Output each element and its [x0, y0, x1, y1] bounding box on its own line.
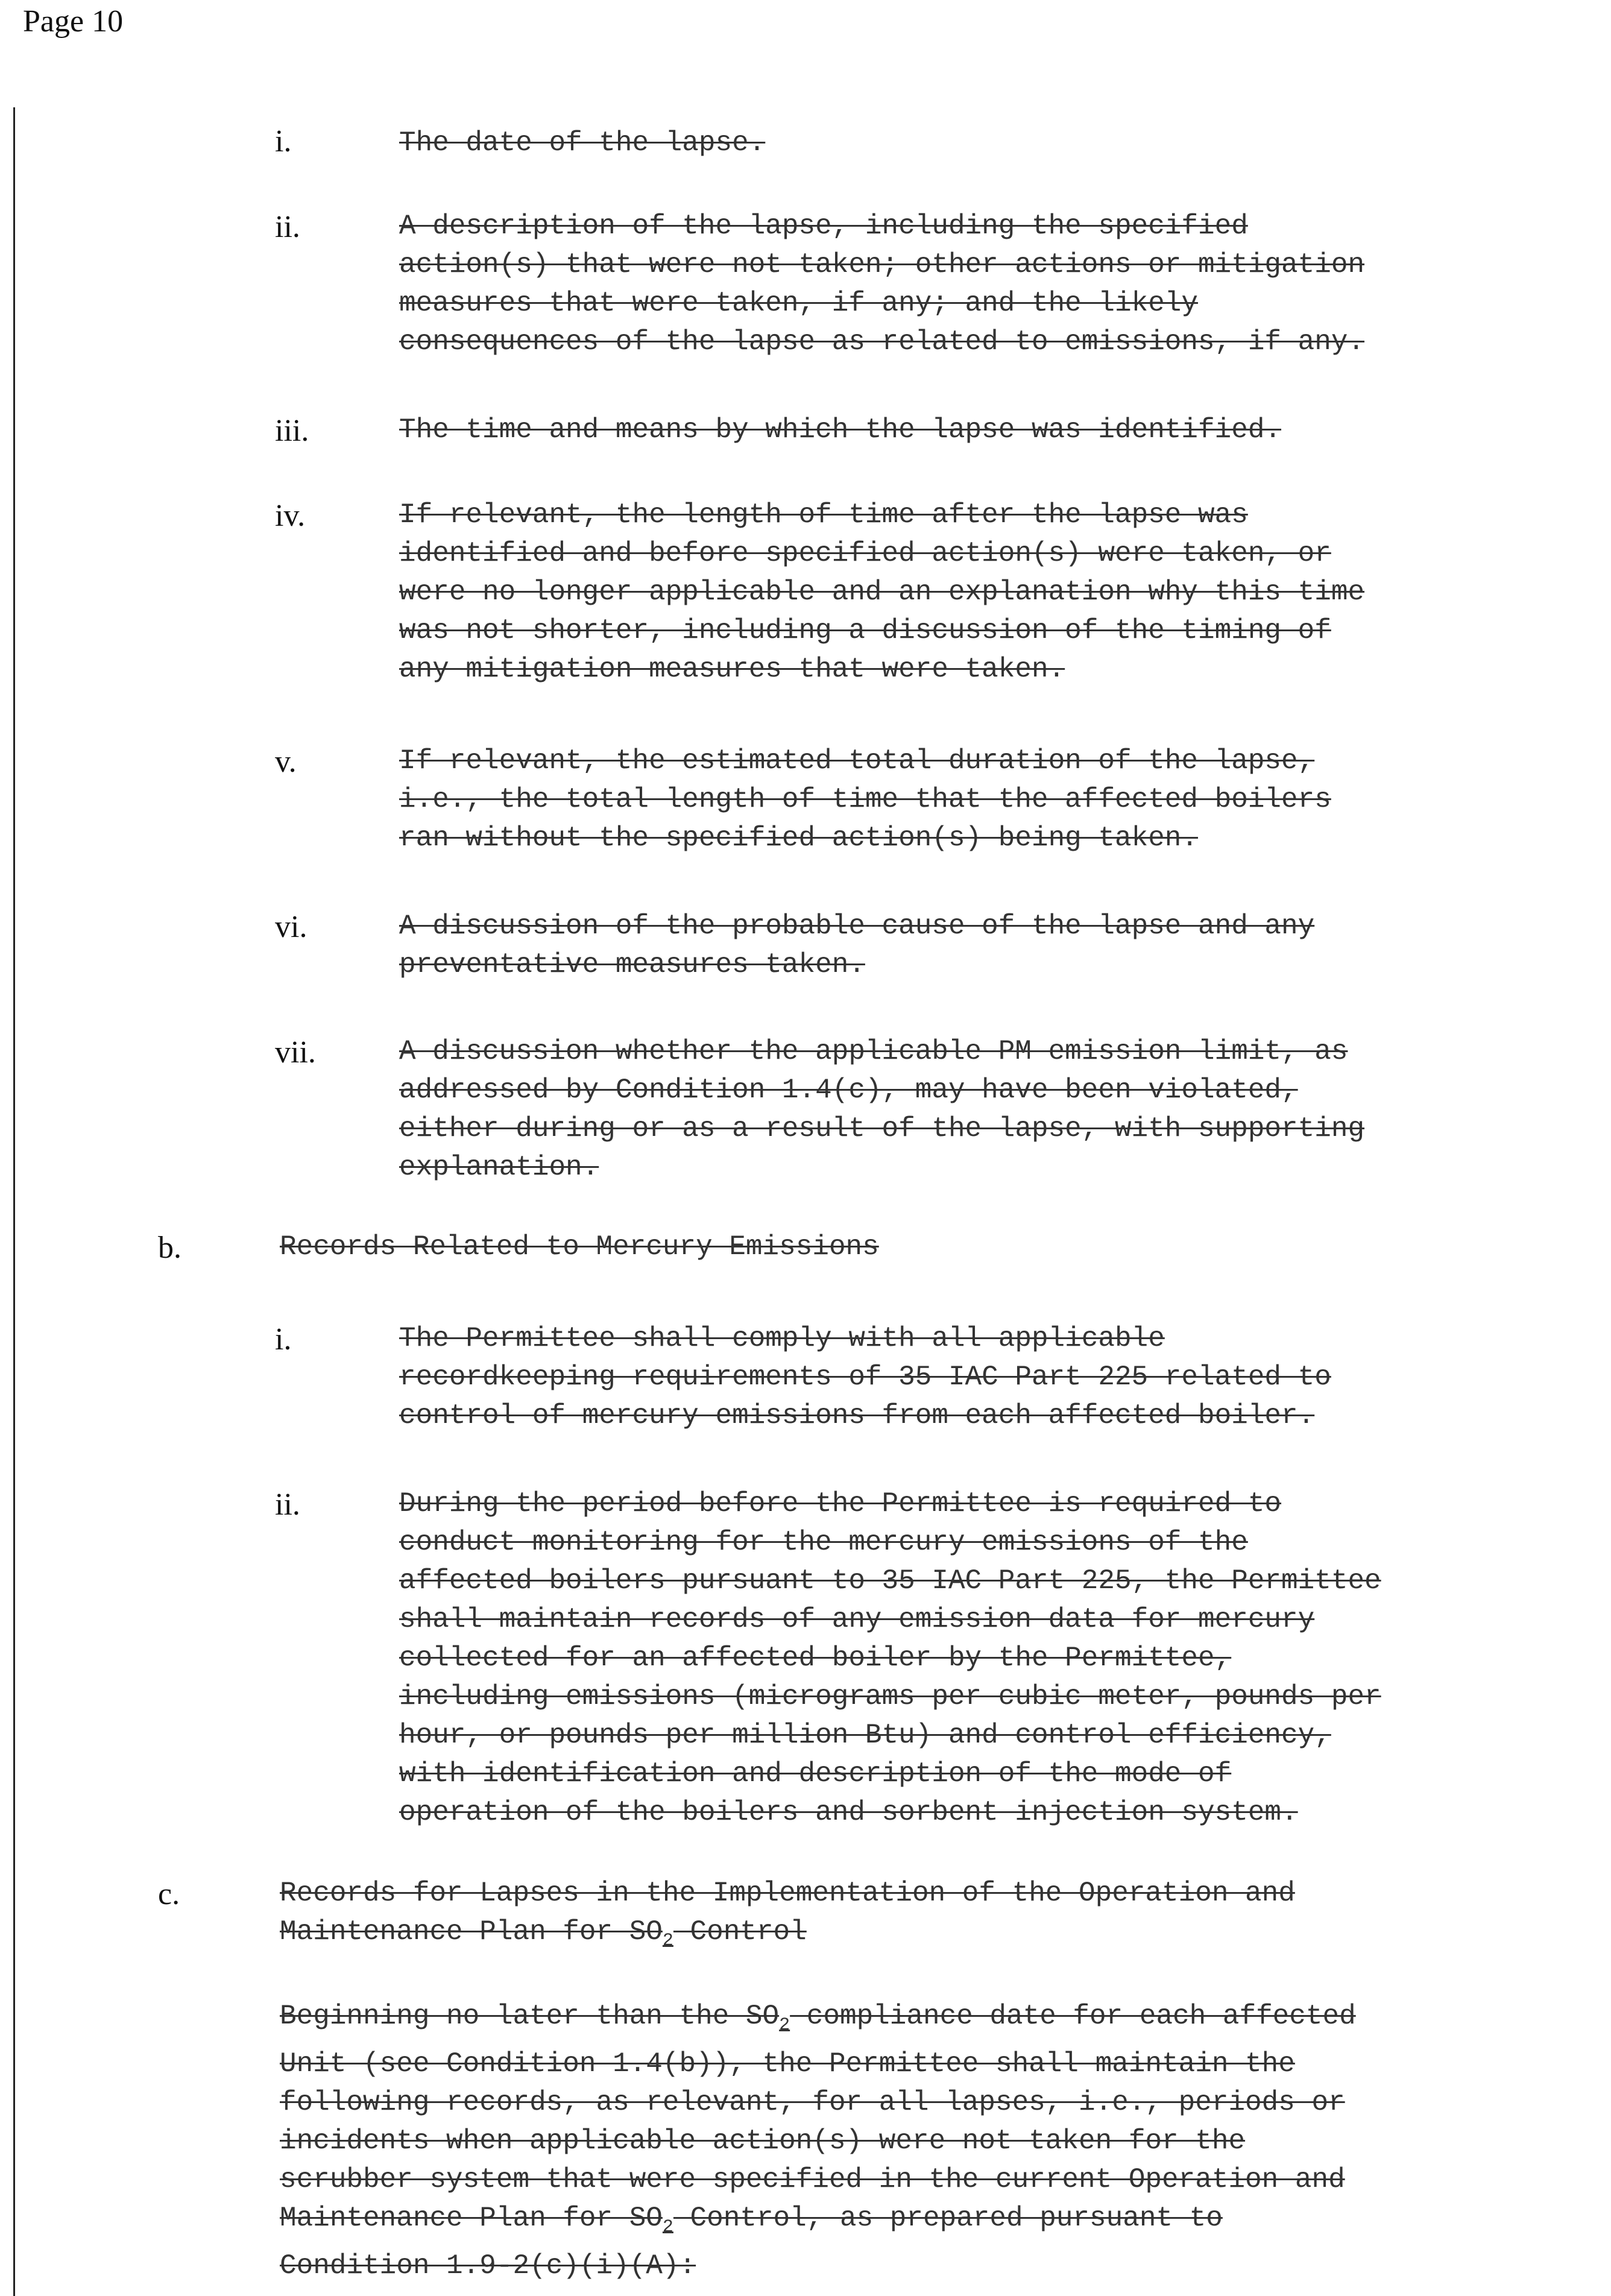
item-text: A description of the lapse, including the specified action(s) that were not taken; other actions or mitigation measures that were taken, if any; and the likely consequences of the lapse as related to emissions, if any.	[399, 210, 1365, 358]
section-c-paragraph	[280, 1997, 1356, 2285]
item-marker: vii.	[275, 1035, 316, 1070]
item-marker: ii.	[275, 210, 300, 244]
item-text: If relevant, the estimated total duration of the lapse, i.e., the total length of time that the affected boilers ran without the specified action(s) being taken.	[399, 745, 1331, 854]
paragraph-line-6: Maintenance Plan for $SO_2$ Control, as prepared pursuant to	[280, 2203, 1223, 2238]
paragraph-line-1: Beginning no later than the $SO_2$ compliance date for each affected	[280, 2001, 1356, 2036]
section-heading-b: Records Related to Mercury Emissions	[280, 1231, 879, 1263]
item-text: The date of the lapse.	[399, 127, 766, 159]
item-marker: iv.	[275, 499, 306, 533]
item-text: A discussion whether the applicable PM emission limit, as addressed by Condition 1.4(c), may have been violated, either during or as a result of the lapse, with supporting explanation.	[399, 1036, 1365, 1183]
item-marker: iii.	[275, 414, 309, 448]
item-marker: i.	[275, 124, 292, 159]
section-marker-c: c.	[158, 1877, 180, 1911]
item-text: The time and means by which the lapse was identified.	[399, 414, 1282, 446]
item-marker: vi.	[275, 910, 307, 944]
paragraph-middle-lines: Unit (see Condition 1.4(b)), the Permittee shall maintain the following records, as relevant, for all lapses, i.e., periods or incidents when applicable action(s) were not taken for the scrubber system that were specified in the current Operation and	[280, 2048, 1345, 2196]
item-marker: i.	[275, 1322, 292, 1357]
left-margin-rule	[13, 107, 15, 2296]
item-marker: v.	[275, 745, 297, 779]
item-text: The Permittee shall comply with all applicable recordkeeping requirements of 35 IAC Part 225 related to control of mercury emissions from each affected boiler.	[399, 1323, 1331, 1431]
item-text: A discussion of the probable cause of the lapse and any preventative measures taken.	[399, 910, 1315, 980]
page-number: Page 10	[23, 4, 124, 39]
item-text: During the period before the Permittee is required to conduct monitoring for the mercury emissions of the affected boilers pursuant to 35 IAC Part 225, the Permittee shall maintain records of any emission data for mercury collected for an affected boiler by the Permittee, including emissions (micrograms per cubic meter, pounds per hour, or pounds per million Btu) and control efficiency, with identification and description of the mode of operation of the boilers and sorbent injection system.	[399, 1488, 1381, 1828]
section-marker-b: b.	[158, 1231, 181, 1265]
paragraph-last-line: Condition 1.9-2(c)(i)(A):	[280, 2250, 696, 2282]
section-heading-c	[280, 1874, 1295, 1960]
section-heading-c-line2: Maintenance Plan for $SO_2$ Control	[280, 1916, 807, 1952]
item-text: If relevant, the length of time after the lapse was identified and before specified action(s) were taken, or were no longer applicable and an explanation why this time was not shorter, including a discussion of the timing of any mitigation measures that were taken.	[399, 499, 1365, 685]
item-marker: ii.	[275, 1487, 300, 1522]
section-heading-c-line1: Records for Lapses in the Implementation of the Operation and	[280, 1878, 1295, 1909]
